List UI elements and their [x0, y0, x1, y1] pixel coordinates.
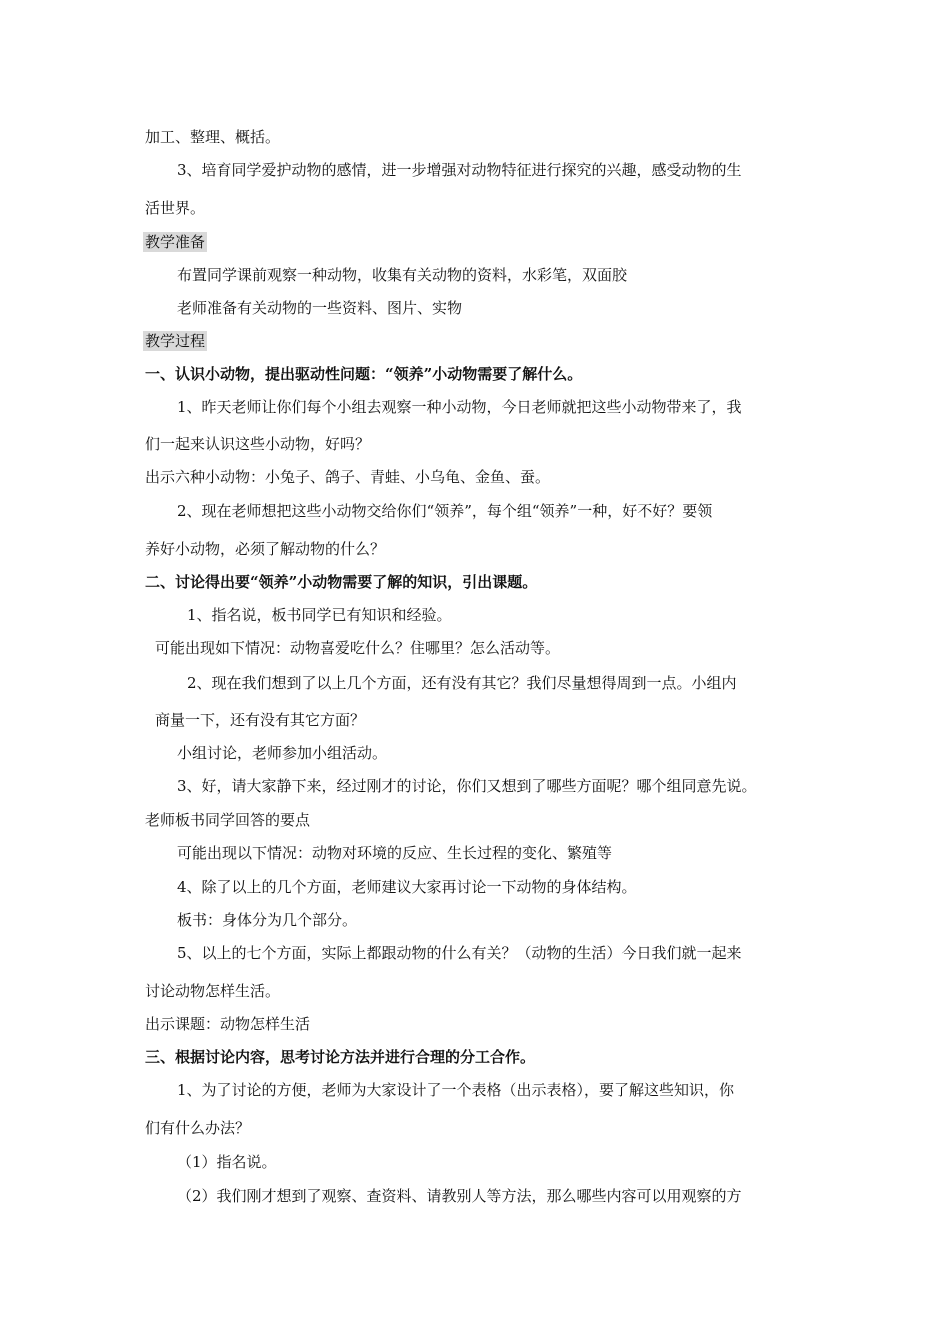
paragraph-line: 4、除了以上的几个方面，老师建议大家再讨论一下动物的身体结构。 — [177, 878, 637, 896]
paragraph-line: 活世界。 — [145, 199, 206, 217]
step-heading: 二、讨论得出要“领养”小动物需要了解的知识，引出课题。 — [145, 573, 538, 591]
paragraph-line: 讨论动物怎样生活。 — [145, 982, 281, 1000]
paragraph-line: 商量一下，还有没有其它方面？ — [155, 711, 366, 729]
paragraph-line: 5、以上的七个方面，实际上都跟动物的什么有关？（动物的生活）今日我们就一起来 — [177, 944, 742, 962]
paragraph-line: 出示课题：动物怎样生活 — [145, 1015, 311, 1033]
step-heading: 一、认识小动物，提出驱动性问题：“领养”小动物需要了解什么。 — [145, 365, 583, 383]
paragraph-line: 1、为了讨论的方便，老师为大家设计了一个表格（出示表格），要了解这些知识，你 — [177, 1081, 735, 1099]
paragraph-line: 加工、整理、概括。 — [145, 128, 281, 146]
paragraph-line: 3、好，请大家静下来，经过刚才的讨论，你们又想到了哪些方面呢？哪个组同意先说。 — [177, 777, 757, 795]
paragraph-line: 2、现在我们想到了以上几个方面，还有没有其它？我们尽量想得周到一点。小组内 — [187, 674, 737, 692]
paragraph-line: 养好小动物，必须了解动物的什么？ — [145, 540, 386, 558]
paragraph-line: 们一起来认识这些小动物，好吗？ — [145, 435, 371, 453]
paragraph-line: 板书：身体分为几个部分。 — [177, 911, 358, 929]
paragraph-line: （2）我们刚才想到了观察、查资料、请教别人等方法，那么哪些内容可以用观察的方 — [177, 1187, 742, 1205]
step-heading: 三、根据讨论内容，思考讨论方法并进行合理的分工合作。 — [145, 1048, 536, 1066]
paragraph-line: 布置同学课前观察一种动物，收集有关动物的资料，水彩笔，双面胶 — [177, 266, 628, 284]
paragraph-line: 出示六种小动物：小兔子、鸽子、青蛙、小乌龟、金鱼、蚕。 — [145, 468, 551, 486]
paragraph-line: 老师准备有关动物的一些资料、图片、实物 — [177, 299, 463, 317]
paragraph-line: 可能出现以下情况：动物对环境的反应、生长过程的变化、繁殖等 — [177, 844, 613, 862]
paragraph-line: （1）指名说。 — [177, 1153, 277, 1171]
paragraph-line: 小组讨论，老师参加小组活动。 — [177, 744, 388, 762]
paragraph-line: 老师板书同学回答的要点 — [145, 811, 311, 829]
section-heading: 教学过程 — [145, 332, 206, 350]
section-heading: 教学准备 — [145, 233, 206, 251]
paragraph-line: 1、昨天老师让你们每个小组去观察一种小动物，今日老师就把这些小动物带来了，我 — [177, 398, 742, 416]
paragraph-line: 1、指名说，板书同学已有知识和经验。 — [187, 606, 452, 624]
paragraph-line: 可能出现如下情况：动物喜爱吃什么？住哪里？怎么活动等。 — [155, 639, 561, 657]
paragraph-line: 们有什么办法？ — [145, 1119, 251, 1137]
paragraph-line: 2、现在老师想把这些小动物交给你们“领养”，每个组“领养”一种，好不好？要领 — [177, 502, 713, 520]
paragraph-line: 3、培育同学爱护动物的感情，进一步增强对动物特征进行探究的兴趣，感受动物的生 — [177, 161, 742, 179]
